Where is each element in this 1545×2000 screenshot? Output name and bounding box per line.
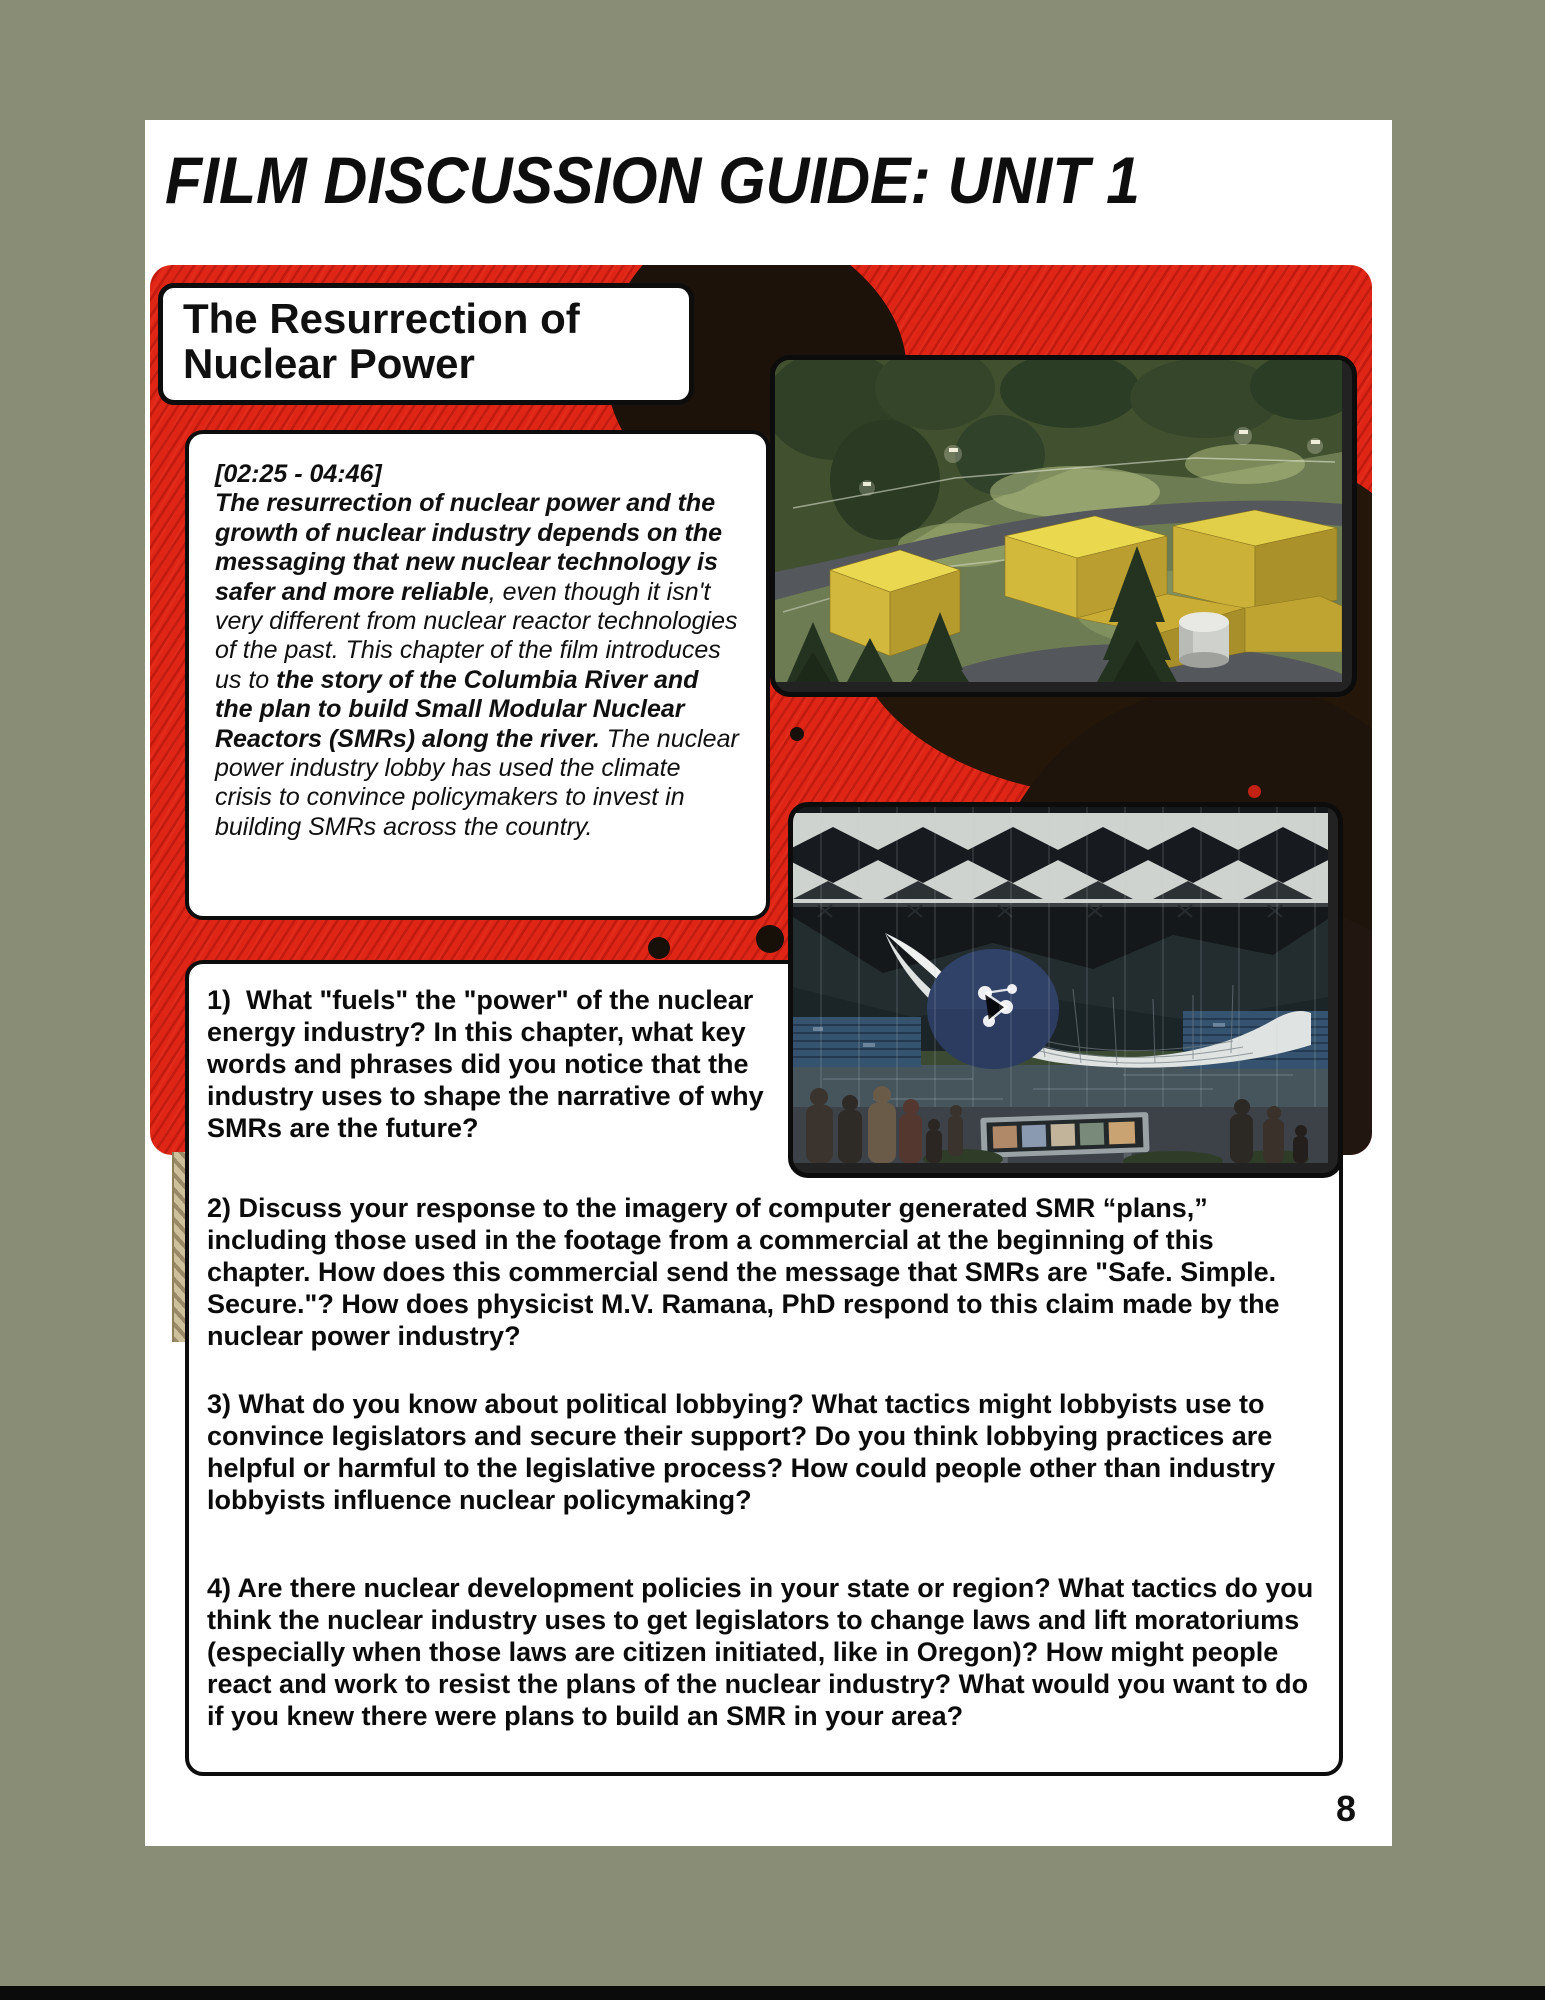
question-4: 4) Are there nuclear development policies in your state or region? What tactics do you think the nuclear industry uses to get legislators to change laws and lift moratoriums (especially when those laws are citizen initiated, like in Oregon)? How might people react and work to resist the plans of the nuclear industry? What would you want to do if you knew there were plans to build an SMR in your area?: [207, 1573, 1321, 1731]
ink-dot: [790, 727, 804, 741]
summary-segment: The nuclear power industry lobby has used the climate crisis to convince policymakers to invest in building SMRs across the country.: [215, 724, 739, 841]
question-3: 3) What do you know about political lobbying? What tactics might lobbyists use to convince legislators and secure their support? Do you think lobbying practices are helpful or harmful to the legislative process? How could people other than industry lobbyists influence nuclear policymaking?: [207, 1389, 1283, 1515]
scan-edge-bar: [0, 1986, 1545, 2000]
page-title: FILM DISCUSSION GUIDE: UNIT 1: [165, 143, 1140, 217]
question-1: 1) What "fuels" the "power" of the nuclear energy industry? In this chapter, what key words and phrases did you notice that the industry uses to shape the narrative of why SMRs are the future?: [207, 985, 772, 1143]
section-heading: The Resurrection of Nuclear Power: [183, 295, 580, 388]
smr-facility-aerial-image: [770, 355, 1357, 697]
chapter-summary-box: [185, 430, 770, 920]
summary-segment: , even though it isn't very different from nuclear reactor technologies of the past. This chapter of the film introduces us to: [215, 577, 738, 694]
page-number: 8: [1336, 1788, 1357, 1829]
ink-dot: [648, 937, 670, 959]
red-speck: [1248, 785, 1261, 798]
ink-dot: [756, 925, 784, 953]
summary-segment: the story of the Columbia River and the plan to build Small Modular Nuclear Reactors (SMRs) along the river.: [215, 665, 699, 753]
chapter-summary-text: [215, 460, 740, 842]
summary-segment: The resurrection of nuclear power and the growth of nuclear industry depends on the messaging that new nuclear technology is safer and more reliable: [215, 489, 722, 606]
section-heading-box: [158, 283, 694, 405]
timestamp: [02:25 - 04:46]: [215, 460, 382, 488]
smr-visitor-center-image: [788, 802, 1343, 1178]
question-2: 2) Discuss your response to the imagery of computer generated SMR “plans,” including those used in the footage from a commercial at the beginning of this chapter. How does this commercial send the message that SMRs are "Safe. Simple. Secure."? How does physicist M.V. Ramana, PhD respond to this claim made by the nuclear power industry?: [207, 1193, 1288, 1351]
